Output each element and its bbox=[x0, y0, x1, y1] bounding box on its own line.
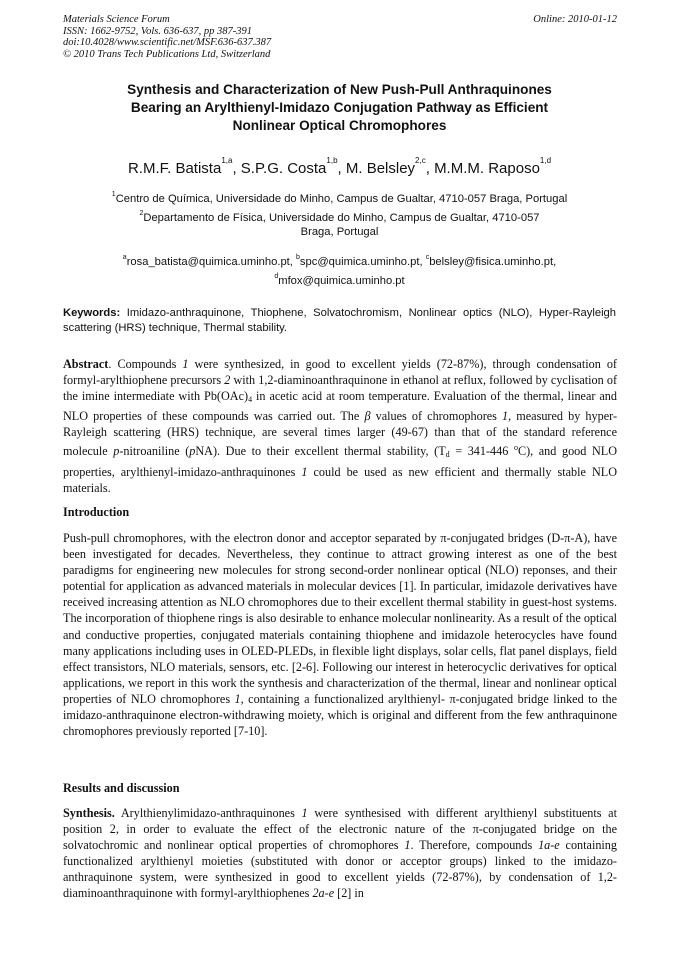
abstract-text: C), and good NLO properties, arylthienyl-imidazo-anthraquinones bbox=[63, 444, 617, 479]
journal-name: Materials Science Forum bbox=[63, 14, 170, 25]
introduction-text: 1 bbox=[234, 691, 241, 706]
running-header bbox=[63, 14, 617, 60]
author-list bbox=[63, 147, 616, 183]
abstract-text: = 341-446 bbox=[449, 444, 514, 459]
results-text: Arylthienylimidazo-anthraquinones bbox=[114, 806, 302, 820]
results-text: 1a-e bbox=[538, 838, 560, 853]
online-date: Online: 2010-01-12 bbox=[533, 14, 617, 25]
email-address[interactable]: belsley@fisica.uminho.pt, bbox=[429, 256, 557, 268]
results-text: . Therefore, compounds bbox=[410, 838, 539, 853]
abstract-text: were synthesized, in good to excellent yields (72-87%), through condensation of formyl-arylthiophene precursors bbox=[63, 357, 617, 388]
abstract-subscript: 4 bbox=[248, 395, 253, 405]
affiliation-text: Braga, Portugal bbox=[300, 226, 379, 238]
results-text: containing functionalized arylthienyl moieties (substituted with donor or acceptor groups) linked to the imidazo-anthraquinone system, were synthesized in good to excellent yields (72-87%), by condensation of 1,2-diaminoanthraquinone with formyl-arylthiophenes bbox=[63, 838, 617, 901]
author-separator: , bbox=[425, 160, 435, 177]
affiliation-list bbox=[63, 188, 616, 240]
author-affiliation-mark: 1,b bbox=[326, 156, 338, 165]
author-name: M.M.M. Raposo bbox=[434, 160, 540, 177]
author-name: S.P.G. Costa bbox=[240, 160, 327, 177]
author-name: M. Belsley bbox=[345, 160, 416, 177]
affiliation-1 bbox=[63, 188, 616, 207]
paper-title bbox=[63, 81, 616, 135]
email-line bbox=[63, 270, 616, 289]
keywords-label: Keywords: bbox=[63, 307, 121, 319]
abstract-text: with 1,2-diaminoanthraquinone in ethanol at reflux, followed by cyclisation of the imine intermediate with Pb(OAc) bbox=[63, 373, 618, 404]
author-separator: , bbox=[337, 160, 346, 177]
results-text: 1 bbox=[404, 838, 411, 853]
affiliation-text: Departamento de Física, Universidade do Minho, Campus de Gualtar, 4710-057 bbox=[143, 211, 540, 224]
email-address[interactable]: mfox@quimica.uminho.pt bbox=[278, 274, 405, 287]
affiliation-text: Centro de Química, Universidade do Minho, Campus de Gualtar, 4710-057 Braga, Portugal bbox=[115, 193, 568, 205]
email-line bbox=[63, 251, 616, 270]
results-text: were synthesised with different arylthienyl substituents at position 2, in order to evaluate the effect of the electronic nature of the π-conjugated bridge on the solvatochromic and nonlinear optical properties of chromophores bbox=[63, 806, 617, 853]
affiliation-mark: 1 bbox=[111, 191, 116, 198]
abstract-text: -nitroaniline ( bbox=[119, 444, 190, 459]
affiliation-2 bbox=[63, 207, 616, 226]
abstract-superscript: o bbox=[513, 443, 518, 453]
email-mark: b bbox=[296, 254, 300, 261]
abstract-text: . Compounds bbox=[108, 357, 183, 371]
abstract-label: Abstract bbox=[63, 357, 109, 371]
abstract-text: 1 bbox=[182, 357, 189, 371]
email-list bbox=[63, 251, 616, 288]
author-affiliation-mark: 1,d bbox=[539, 156, 552, 165]
results-text: 2a-e bbox=[312, 886, 335, 901]
abstract-text: could be used as new efficient and thermally stable NLO materials. bbox=[63, 464, 617, 495]
abstract-text: 2 bbox=[224, 373, 231, 388]
doi-line: doi:10.4028/www.scientific.net/MSF.636-637.387 bbox=[63, 37, 272, 48]
beta-symbol: β bbox=[364, 409, 371, 424]
abstract bbox=[63, 356, 617, 496]
abstract-text: 1 bbox=[502, 409, 509, 424]
results-text: [2] in bbox=[334, 886, 364, 901]
keywords bbox=[63, 306, 616, 335]
results-lead: Synthesis. bbox=[63, 806, 115, 820]
abstract-text: 1 bbox=[301, 464, 308, 479]
results-body bbox=[63, 805, 617, 902]
abstract-text: , measured by hyper-Rayleigh scattering (HRS) technique, are several times larger (49-67) than that of the standard reference molecule bbox=[63, 409, 617, 459]
title-line: Nonlinear Optical Chromophores bbox=[232, 118, 447, 133]
abstract-subscript: d bbox=[445, 450, 450, 460]
introduction-paragraph bbox=[63, 530, 617, 739]
abstract-text: values of chromophores bbox=[370, 409, 503, 424]
email-mark: c bbox=[425, 254, 430, 261]
section-heading-introduction: Introduction bbox=[63, 505, 130, 519]
abstract-text: p bbox=[113, 444, 120, 459]
keywords-text: Imidazo-anthraquinone, Thiophene, Solvatochromism, Nonlinear optics (NLO), Hyper-Rayleigh scattering (HRS) technique, Thermal stability. bbox=[63, 307, 616, 334]
title-line: Bearing an Arylthienyl-Imidazo Conjugation Pathway as Efficient bbox=[130, 100, 549, 115]
abstract-text: p bbox=[189, 444, 196, 459]
email-mark: d bbox=[274, 272, 279, 280]
results-paragraph bbox=[63, 805, 617, 902]
section-heading-results: Results and discussion bbox=[63, 781, 180, 795]
abstract-text: in acetic acid at room temperature. Evaluation of the thermal, linear and NLO properties of these compounds was carried out. The bbox=[63, 389, 617, 424]
email-address[interactable]: rosa_batista@quimica.uminho.pt, bbox=[126, 256, 293, 268]
affiliation-mark: 2 bbox=[139, 209, 144, 217]
email-address[interactable]: spc@quimica.uminho.pt, bbox=[299, 256, 423, 268]
results-text: 1 bbox=[301, 806, 308, 820]
introduction-text: , containing a functionalized arylthienyl- π-conjugated bridge linked to the imidazo-anthraquinone electron-withdrawing moiety, which is original and different from the few anthraquinone chromophores previously reported [7-10]. bbox=[63, 691, 617, 739]
author-name: R.M.F. Batista bbox=[127, 160, 222, 177]
introduction-text: Push-pull chromophores, with the electron donor and acceptor separated by π-conjugated bridges (D-π-A), have been investigated for decades. Nevertheless, they continue to attract growing interest as one of the best paradigms for engineering new molecules for strong second-order nonlinear optical (NLO) reponses, and their potential for application as advanced materials in molecular devices [1]. In particular, imidazole derivatives have received increasing attention as NLO chromophores due to their excellent thermal stability in guest-host systems. The incorporation of thiophene rings is also desirable to enhance molecular nonlinearity. As a result of the optical and conductive properties, conjugated materials containing thiophene and imidazole heterocycles have found many applications including uses in OLED-PLEDs, in flexible light displays, solar cells, flat panel displays, field effect transistors, NLO materials, sensors, etc. [2-6]. Following our interest in heterocyclic derivatives for optical applications, we report in this work the synthesis and characterization of the thermal, linear and nonlinear optical properties of NLO chromophores bbox=[63, 531, 617, 706]
abstract-paragraph bbox=[63, 356, 617, 496]
author-affiliation-mark: 1,a bbox=[221, 156, 233, 165]
issn-line: ISSN: 1662-9752, Vols. 636-637, pp 387-391 bbox=[63, 25, 252, 37]
abstract-text: NA). Due to their excellent thermal stability, (T bbox=[195, 444, 446, 459]
copyright-line: © 2010 Trans Tech Publications Ltd, Switzerland bbox=[63, 48, 271, 60]
introduction-body bbox=[63, 530, 617, 739]
title-line: Synthesis and Characterization of New Push-Pull Anthraquinones bbox=[127, 82, 552, 97]
author-separator: , bbox=[232, 160, 241, 177]
author-affiliation-mark: 2,c bbox=[415, 156, 426, 165]
email-mark: a bbox=[122, 254, 127, 261]
